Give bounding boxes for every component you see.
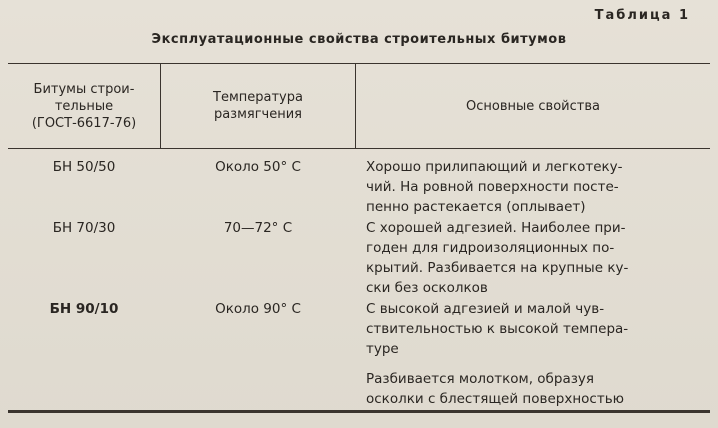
header-main-properties: Основные свойства xyxy=(466,98,600,114)
row-3-properties-extra: Разбивается молотком, образуя осколки с блестящей поверхностью xyxy=(366,371,625,407)
header-softening-temperature: Температура размягчения xyxy=(213,90,303,122)
table-number: Таблица 1 xyxy=(594,8,690,23)
row-3-grade: БН 90/10 xyxy=(49,301,119,317)
row-3-temperature: Около 90° С xyxy=(215,301,301,317)
table-bottom-rule xyxy=(8,410,710,413)
row-1-temperature: Около 50° С xyxy=(215,159,301,175)
header-bottom-rule xyxy=(8,148,710,149)
row-2-properties: С хорошей адгезией. Наиболее при- годен для гидроизоляционных по- крытий. Разбивается на крупные ку- ски без осколков xyxy=(366,220,629,296)
header-grade: Битумы строи- тельные (ГОСТ-6617-76) xyxy=(31,81,137,131)
row-1-properties: Хорошо прилипающий и легкотеку- чий. На ровной поверхности посте- пенно растекается (оплывает) xyxy=(366,159,623,215)
row-2-grade: БН 70/30 xyxy=(52,220,116,236)
row-2-temperature: 70—72° С xyxy=(223,220,293,236)
row-3-properties: С высокой адгезией и малой чув- ствительностью к высокой темпера- туре xyxy=(366,301,629,357)
table-title: Эксплуатационные свойства строительных битумов xyxy=(151,32,567,47)
row-1-grade: БН 50/50 xyxy=(52,159,116,175)
